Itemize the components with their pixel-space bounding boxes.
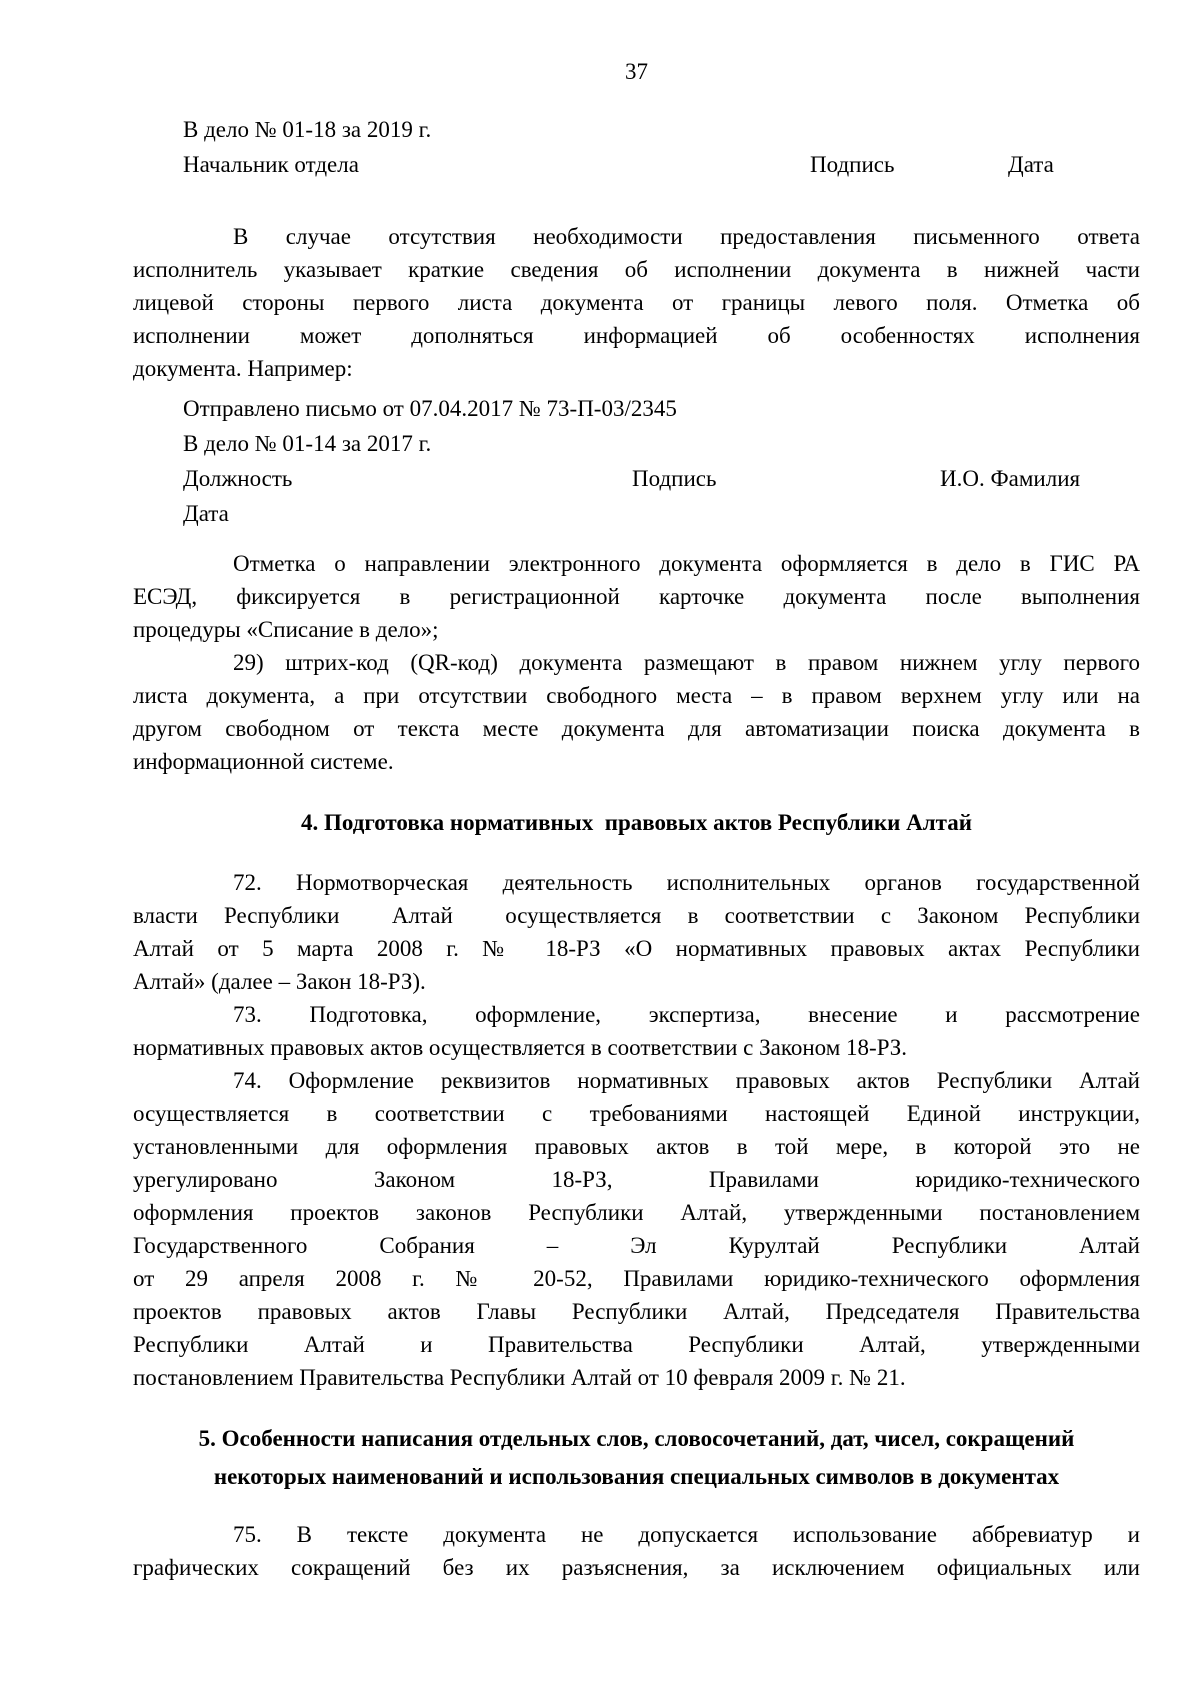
paragraph-line: Алтай от 5 марта 2008 г. № 18-РЗ «О нормативных правовых актах Республики	[133, 936, 1140, 961]
example-line: Дата	[183, 501, 229, 526]
paragraph	[133, 998, 1140, 1064]
example-line: Отправлено письмо от 07.04.2017 № 73-П-03/2345	[183, 396, 677, 421]
paragraph-line: В случае отсутствия необходимости предоставления письменного ответа	[233, 224, 1140, 249]
example-row-cell: Дата	[1008, 152, 1054, 177]
paragraph-line: информационной системе.	[133, 749, 394, 774]
paragraph-line: лицевой стороны первого листа документа от границы левого поля. Отметка об	[133, 290, 1140, 315]
paragraph-line: исполнении может дополняться информацией об особенностях исполнения	[133, 323, 1140, 348]
section-heading-line: 5. Особенности написания отдельных слов, словосочетаний, дат, чисел, сокращений	[198, 1426, 1075, 1451]
paragraph-line: 29) штрих-код (QR-код) документа размещают в правом нижнем углу первого	[233, 650, 1140, 675]
paragraph-line: Отметка о направлении электронного документа оформляется в дело в ГИС РА	[233, 551, 1140, 576]
paragraph-line: проектов правовых актов Главы Республики Алтай, Председателя Правительства	[133, 1299, 1140, 1324]
example-row-cell: Подпись	[632, 466, 717, 491]
paragraph-line: другом свободном от текста месте документа для автоматизации поиска документа в	[133, 716, 1140, 741]
paragraph-line: 72. Нормотворческая деятельность исполнительных органов государственной	[233, 870, 1140, 895]
paragraph-line: оформления проектов законов Республики Алтай, утвержденными постановлением	[133, 1200, 1140, 1225]
page-number: 37	[625, 59, 648, 84]
paragraph	[133, 646, 1140, 778]
paragraph	[133, 866, 1140, 998]
example-row	[183, 461, 1140, 496]
document-body	[133, 112, 1140, 1584]
paragraph-line: урегулировано Законом 18-РЗ, Правилами юридико-технического	[133, 1167, 1140, 1192]
paragraph-line: осуществляется в соответствии с требованиями настоящей Единой инструкции,	[133, 1101, 1140, 1126]
section-heading-line: некоторых наименований и использования специальных символов в документах	[213, 1464, 1060, 1489]
paragraph-line: ЕСЭД, фиксируется в регистрационной карточке документа после выполнения	[133, 584, 1140, 609]
section-heading-4	[133, 804, 1140, 842]
paragraph	[133, 547, 1140, 646]
section-heading-5	[133, 1420, 1140, 1496]
paragraph-line: 74. Оформление реквизитов нормативных правовых актов Республики Алтай	[233, 1068, 1140, 1093]
example-row	[183, 147, 1140, 182]
paragraph-line: листа документа, а при отсутствии свободного места – в правом верхнем углу или на	[133, 683, 1140, 708]
example-row-cell: Должность	[183, 466, 293, 491]
example-row-cell: Подпись	[810, 152, 895, 177]
vertical-spacer	[133, 533, 1140, 547]
vertical-spacer	[133, 385, 1140, 389]
paragraph-line: 75. В тексте документа не допускается использование аббревиатур и	[233, 1522, 1140, 1547]
example-line: В дело № 01-14 за 2017 г.	[183, 431, 432, 456]
paragraph-line: нормативных правовых актов осуществляется в соответствии с Законом 18-РЗ.	[133, 1035, 908, 1060]
example-block	[133, 391, 1140, 531]
paragraph	[133, 1518, 1140, 1584]
section-heading-line: 4. Подготовка нормативных правовых актов Республики Алтай	[301, 810, 972, 835]
example-block	[133, 112, 1140, 182]
paragraph	[133, 1064, 1140, 1394]
vertical-spacer	[133, 184, 1140, 220]
paragraph-line: документа. Например:	[133, 356, 353, 381]
paragraph-line: установленными для оформления правовых актов в той мере, в которой это не	[133, 1134, 1140, 1159]
paragraph-line: от 29 апреля 2008 г. № 20-52, Правилами юридико-технического оформления	[133, 1266, 1140, 1291]
paragraph-line: 73. Подготовка, оформление, экспертиза, внесение и рассмотрение	[233, 1002, 1140, 1027]
paragraph-line: исполнитель указывает краткие сведения об исполнении документа в нижней части	[133, 257, 1140, 282]
paragraph-line: процедуры «Списание в дело»;	[133, 617, 439, 642]
paragraph-line: Государственного Собрания – Эл Курултай Республики Алтай	[133, 1233, 1140, 1258]
example-line: В дело № 01-18 за 2019 г.	[183, 117, 432, 142]
example-row-cell: И.О. Фамилия	[940, 466, 1081, 491]
paragraph-line: Алтай» (далее – Закон 18-РЗ).	[133, 969, 426, 994]
paragraph-line: Республики Алтай и Правительства Республики Алтай, утвержденными	[133, 1332, 1140, 1357]
example-row-cell: Начальник отдела	[183, 152, 359, 177]
paragraph-line: постановлением Правительства Республики Алтай от 10 февраля 2009 г. № 21.	[133, 1365, 906, 1390]
paragraph-line: графических сокращений без их разъяснения, за исключением официальных или	[133, 1555, 1140, 1580]
paragraph	[133, 220, 1140, 385]
paragraph-line: власти Республики Алтай осуществляется в соответствии с Законом Республики	[133, 903, 1140, 928]
